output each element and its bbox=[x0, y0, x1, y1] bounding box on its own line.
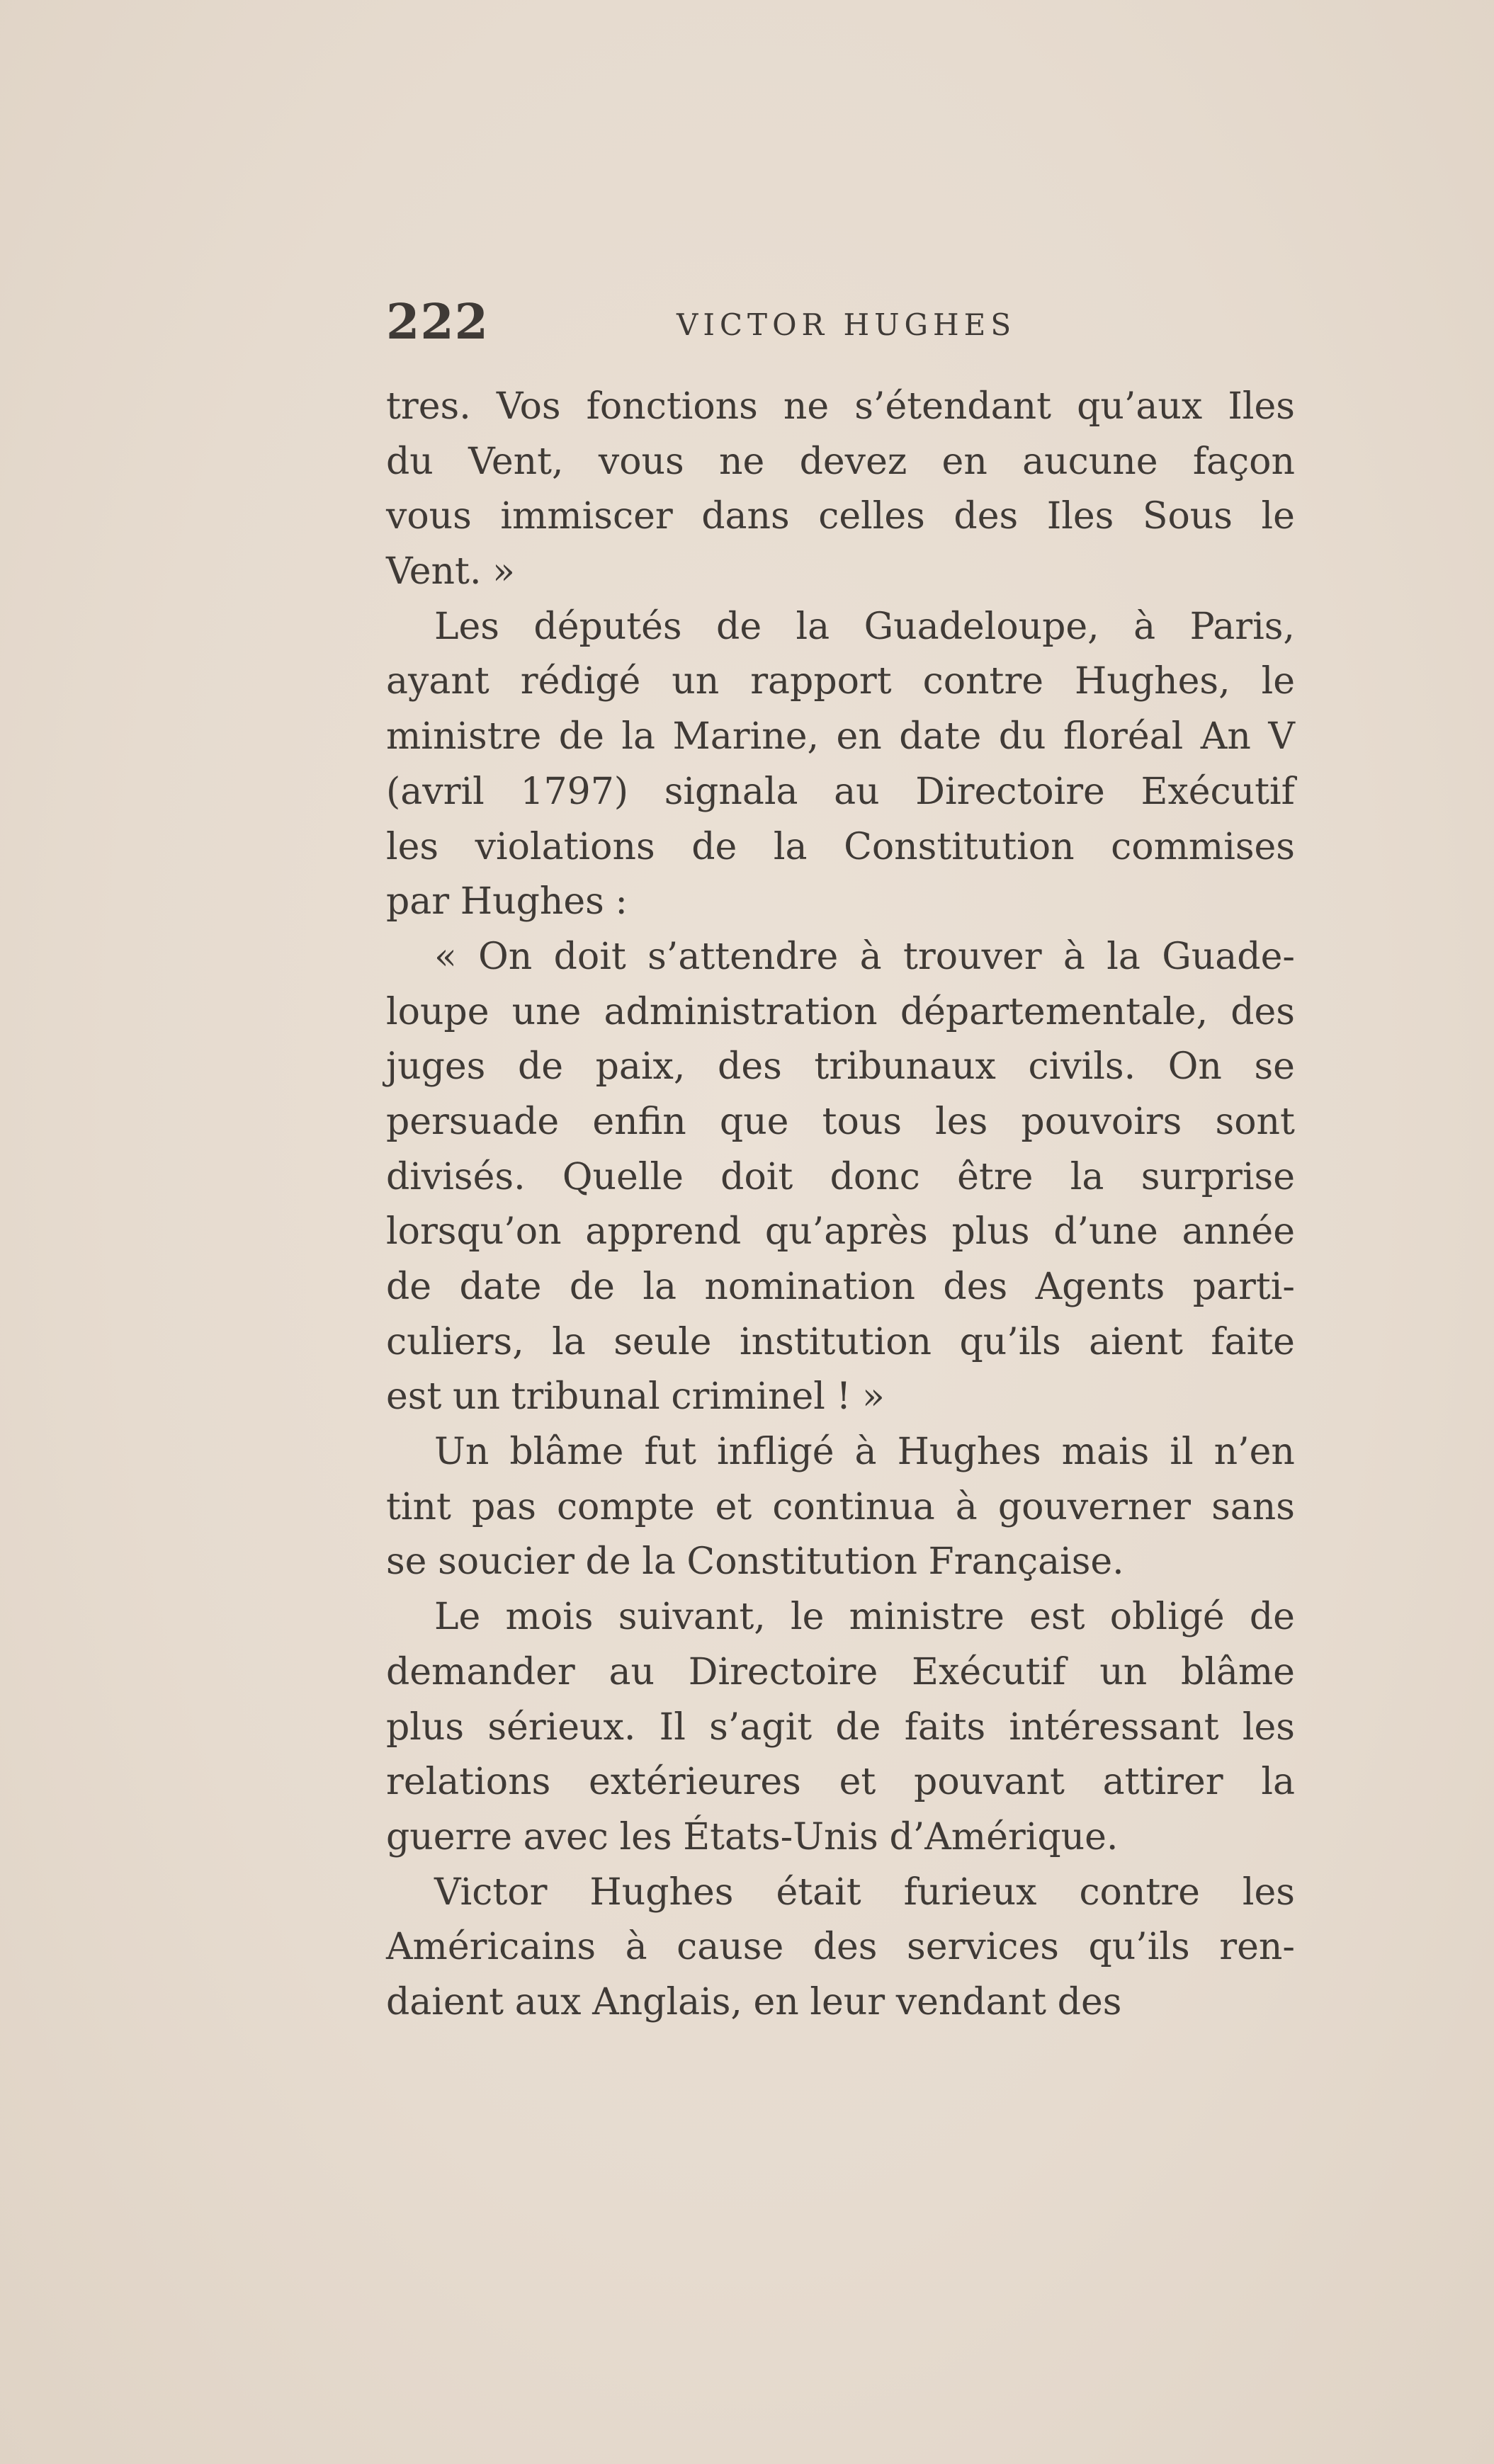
text-line: culiers, la seule institution qu’ils aient faite bbox=[386, 1320, 1295, 1363]
text-line: daient aux Anglais, en leur vendant des bbox=[386, 1980, 1122, 2023]
text-line: plus sérieux. Il s’agit de faits intéressant les bbox=[386, 1705, 1295, 1749]
body-text bbox=[386, 380, 1295, 2031]
text-line: demander au Directoire Exécutif un blâme bbox=[386, 1650, 1295, 1693]
text-line: par Hughes : bbox=[386, 880, 628, 924]
text-line: tres. Vos fonctions ne s’étendant qu’aux Iles bbox=[386, 385, 1295, 428]
text-line: Vent. » bbox=[386, 550, 515, 594]
text-line: se soucier de la Constitution Française. bbox=[386, 1540, 1124, 1584]
text-line: Américains à cause des services qu’ils ren- bbox=[386, 1926, 1295, 1969]
text-line: Le mois suivant, le ministre est obligé de bbox=[434, 1596, 1295, 1639]
text-line: ministre de la Marine, en date du floréal An V bbox=[386, 715, 1295, 759]
text-line: loupe une administration départementale, des bbox=[386, 990, 1295, 1033]
text-line: « On doit s’attendre à trouver à la Guade- bbox=[434, 935, 1295, 978]
text-line: Victor Hughes était furieux contre les bbox=[434, 1870, 1295, 1914]
text-line: du Vent, vous ne devez en aucune façon bbox=[386, 440, 1295, 483]
text-line: relations extérieures et pouvant attirer la bbox=[386, 1761, 1295, 1804]
text-line: vous immiscer dans celles des Iles Sous le bbox=[386, 495, 1295, 538]
text-line: juges de paix, des tribunaux civils. On se bbox=[386, 1045, 1295, 1089]
text-line: (avril 1797) signala au Directoire Exécutif bbox=[386, 770, 1295, 813]
text-line: guerre avec les États-Unis d’Amérique. bbox=[386, 1815, 1119, 1858]
text-line: Les députés de la Guadeloupe, à Paris, bbox=[434, 605, 1295, 648]
text-line: Un blâme fut infligé à Hughes mais il n’en bbox=[434, 1431, 1295, 1474]
text-line: lorsqu’on apprend qu’après plus d’une année bbox=[386, 1210, 1295, 1254]
text-line: les violations de la Constitution commises bbox=[386, 825, 1295, 868]
running-head: VICTOR HUGHES bbox=[677, 307, 1017, 342]
page-number: 222 bbox=[386, 294, 489, 351]
text-line: tint pas compte et continua à gouverner sans bbox=[386, 1485, 1295, 1528]
text-line: divisés. Quelle doit donc être la surprise bbox=[386, 1155, 1295, 1198]
text-line: est un tribunal criminel ! » bbox=[386, 1375, 885, 1419]
text-line: persuade enfin que tous les pouvoirs sont bbox=[386, 1100, 1295, 1143]
text-line: de date de la nomination des Agents parti- bbox=[386, 1266, 1295, 1308]
text-line: ayant rédigé un rapport contre Hughes, le bbox=[386, 660, 1295, 703]
page-header bbox=[386, 287, 1314, 358]
